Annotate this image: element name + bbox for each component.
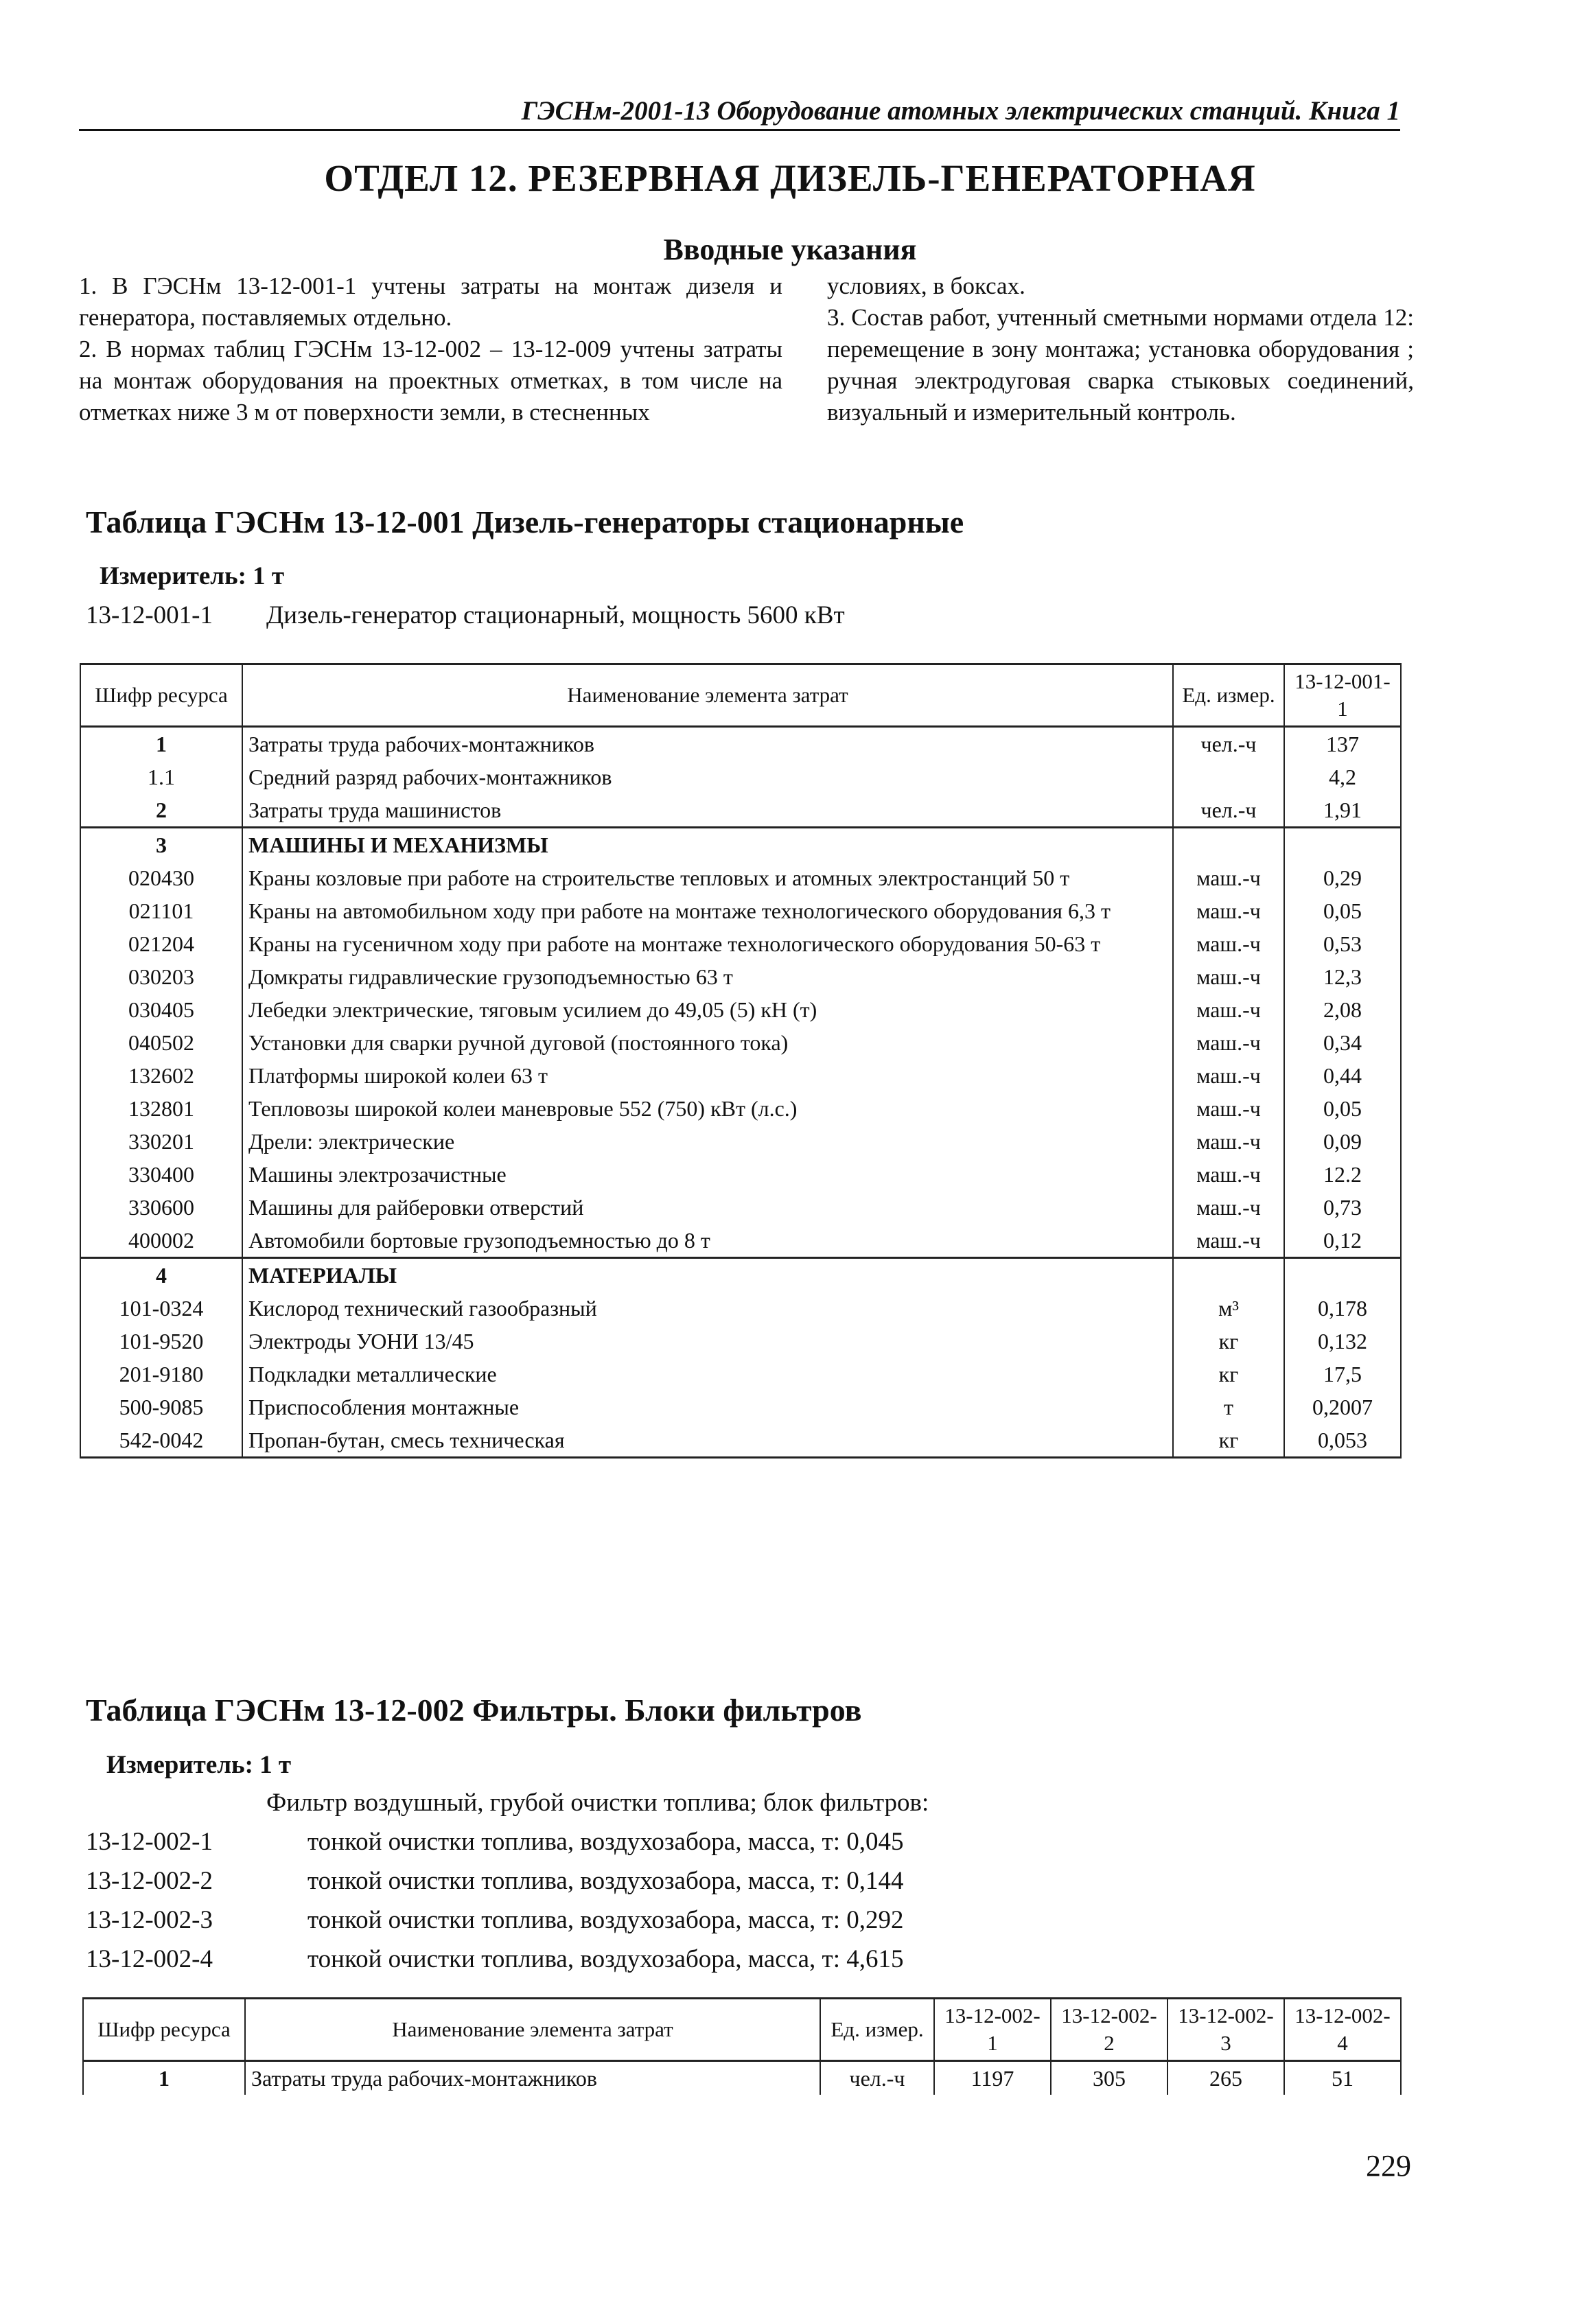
table2-header-name: Наименование элемента затрат [245,1999,820,2061]
table1-row-value: 1,91 [1284,793,1401,828]
intro-title: Вводные указания [663,233,917,266]
table1-row-name: Средний разряд рабочих-монтажников [242,760,1173,793]
table1-row-value: 0,05 [1284,894,1401,927]
table2-header-unit: Ед. измер. [820,1999,934,2061]
table1-norm-code: 13-12-001-1 [86,601,213,629]
table1-row-code: 201-9180 [80,1358,242,1391]
table1-header-unit: Ед. измер. [1173,664,1284,727]
table1-row-unit: маш.-ч [1173,861,1284,894]
section-title: ОТДЕЛ 12. РЕЗЕРВНАЯ ДИЗЕЛЬ-ГЕНЕРАТОРНАЯ [324,157,1256,199]
table1-row-value: 0,44 [1284,1059,1401,1092]
table2-row [83,2061,1401,2095]
table1-row-code: 3 [80,828,242,862]
table2-norm-name: тонкой очистки топлива, воздухозабора, масса, т: 0,045 [307,1828,904,1856]
table1-row-unit: маш.-ч [1173,927,1284,960]
table2-header-col-1: 13-12-002-1 [934,1999,1051,2061]
table1-row [80,1158,1401,1191]
table1-row-unit: маш.-ч [1173,1158,1284,1191]
table1-row-name: Электроды УОНИ 13/45 [242,1325,1173,1358]
table1-row-code: 400002 [80,1224,242,1258]
page-number: 229 [1366,2149,1411,2183]
table1-row-code: 132801 [80,1092,242,1125]
table1-row-unit: кг [1173,1424,1284,1458]
table1-row-value: 0,053 [1284,1424,1401,1458]
table1-row-name: Домкраты гидравлические грузоподъемностью 63 т [242,960,1173,993]
table1-row [80,960,1401,993]
table1-row-value: 0,05 [1284,1092,1401,1125]
table1-row-name: Подкладки металлические [242,1358,1173,1391]
table1-row-code: 4 [80,1258,242,1292]
table2-header-row [83,1999,1401,2061]
table1-row-value: 137 [1284,727,1401,761]
table1-row-unit: маш.-ч [1173,1059,1284,1092]
table1-row [80,1125,1401,1158]
table1-row-name: Установки для сварки ручной дуговой (постоянного тока) [242,1026,1173,1059]
intro-paragraph-2-continued: условиях, в боксах. [827,272,1025,299]
table1-row-unit: маш.-ч [1173,1092,1284,1125]
table1-row-value: 17,5 [1284,1358,1401,1391]
table1-row-code: 101-0324 [80,1292,242,1325]
table1-row [80,1292,1401,1325]
table2-header-col-4: 13-12-002-4 [1284,1999,1401,2061]
table1-row-code: 021101 [80,894,242,927]
table2-row-value-2: 305 [1051,2061,1167,2095]
table1-row [80,828,1401,862]
table1-row-unit: чел.-ч [1173,793,1284,828]
table1-row [80,793,1401,828]
table1-row-name: Пропан-бутан, смесь техническая [242,1424,1173,1458]
table1-row-unit: маш.-ч [1173,993,1284,1026]
table2-norm-name: тонкой очистки топлива, воздухозабора, масса, т: 0,292 [307,1906,904,1934]
table1-row-unit: т [1173,1391,1284,1424]
table2-row-value-3: 265 [1167,2061,1284,2095]
table1-title: Таблица ГЭСНм 13-12-001 Дизель-генераторы стационарные [86,504,964,539]
table1-row-value: 0,12 [1284,1224,1401,1258]
table1-row-value [1284,1258,1401,1292]
table2-norm-code: 13-12-002-1 [86,1828,213,1856]
table2-norm-code: 13-12-002-4 [86,1945,213,1973]
table1-row [80,1092,1401,1125]
table2-row-unit: чел.-ч [820,2061,934,2095]
table1-row-value: 0,53 [1284,927,1401,960]
table1-row-name: МАШИНЫ И МЕХАНИЗМЫ [242,828,1173,862]
table1-row-value: 0,09 [1284,1125,1401,1158]
intro-column-left [79,270,782,428]
table1-row-unit: кг [1173,1325,1284,1358]
table1-row-value: 0,73 [1284,1191,1401,1224]
table1-row-name: Кислород технический газообразный [242,1292,1173,1325]
table1-row-name: МАТЕРИАЛЫ [242,1258,1173,1292]
table1-row-code: 500-9085 [80,1391,242,1424]
table2-meter: Измеритель: 1 т [106,1751,292,1779]
table1-row-name: Тепловозы широкой колеи маневровые 552 (750) кВт (л.с.) [242,1092,1173,1125]
table1-row-code: 542-0042 [80,1424,242,1458]
table1-row-unit [1173,828,1284,862]
table1-row-value: 12,3 [1284,960,1401,993]
table1-row-name: Машины электрозачистные [242,1158,1173,1191]
table1-row-unit [1173,760,1284,793]
table1-header-name: Наименование элемента затрат [242,664,1173,727]
table2-group-name: Фильтр воздушный, грубой очистки топлива; блок фильтров: [266,1789,929,1817]
table2-row-code: 1 [83,2061,245,2095]
table1-row [80,1026,1401,1059]
table2-title: Таблица ГЭСНм 13-12-002 Фильтры. Блоки фильтров [86,1693,862,1728]
running-head: ГЭСНм-2001-13 Оборудование атомных электрических станций. Книга 1 [79,93,1400,131]
table1-row-unit: чел.-ч [1173,727,1284,761]
table1-row-value: 4,2 [1284,760,1401,793]
table1-norm-name: Дизель-генератор стационарный, мощность 5600 кВт [266,601,845,629]
table1-row-name: Дрели: электрические [242,1125,1173,1158]
table1-row-name: Платформы широкой колеи 63 т [242,1059,1173,1092]
table1-row-name: Краны на автомобильном ходу при работе на монтаже технологического оборудования 6,3 т [242,894,1173,927]
table1-row-name: Затраты труда машинистов [242,793,1173,828]
table1-row-unit: маш.-ч [1173,1191,1284,1224]
table1-row-unit: кг [1173,1358,1284,1391]
table1-row-name: Машины для райберовки отверстий [242,1191,1173,1224]
table1-row [80,1059,1401,1092]
table1-row [80,861,1401,894]
table1-row-value [1284,828,1401,862]
table1-row-name: Приспособления монтажные [242,1391,1173,1424]
table1 [80,663,1402,1459]
table1-header-code: Шифр ресурса [80,664,242,727]
table2-header-code: Шифр ресурса [83,1999,245,2061]
table1-meter: Измеритель: 1 т [100,562,285,590]
table1-row [80,1191,1401,1224]
table2-header-col-3: 13-12-002-3 [1167,1999,1284,2061]
table1-row-code: 1 [80,727,242,761]
table1-row-unit [1173,1258,1284,1292]
table1-row-unit: м³ [1173,1292,1284,1325]
table2-row-name: Затраты труда рабочих-монтажников [245,2061,820,2095]
table1-row-code: 330600 [80,1191,242,1224]
table1-row-code: 330201 [80,1125,242,1158]
intro-paragraph-1: 1. В ГЭСНм 13-12-001-1 учтены затраты на монтаж дизеля и генератора, поставляемых отдельно. [79,272,782,331]
table1-header-row [80,664,1401,727]
table1-row-code: 2 [80,793,242,828]
table1-row [80,1258,1401,1292]
intro-paragraph-2: 2. В нормах таблиц ГЭСНм 13-12-002 – 13-12-009 учтены затраты на монтаж оборудования на проектных отметках, в том числе на отметках ниже 3 м от поверхности земли, в стесненных [79,336,782,426]
table2-norm-code: 13-12-002-3 [86,1906,213,1934]
table1-row-name: Краны на гусеничном ходу при работе на монтаже технологического оборудования 50-63 т [242,927,1173,960]
table1-row [80,993,1401,1026]
table1-row-unit: маш.-ч [1173,1026,1284,1059]
table1-row-unit: маш.-ч [1173,960,1284,993]
table1-row-unit: маш.-ч [1173,1224,1284,1258]
table1-row-name: Краны козловые при работе на строительстве тепловых и атомных электростанций 50 т [242,861,1173,894]
intro-column-right [827,270,1414,428]
table1-row-name: Автомобили бортовые грузоподъемностью до 8 т [242,1224,1173,1258]
table1-row-value: 0,29 [1284,861,1401,894]
table1-row-value: 2,08 [1284,993,1401,1026]
table2 [82,1997,1402,2095]
table1-row-name: Лебедки электрические, тяговым усилием до 49,05 (5) кН (т) [242,993,1173,1026]
table1-header-col1: 13-12-001-1 [1284,664,1401,727]
table1-row [80,1325,1401,1358]
table2-norm-name: тонкой очистки топлива, воздухозабора, масса, т: 0,144 [307,1867,904,1895]
table1-row [80,927,1401,960]
table2-header-col-2: 13-12-002-2 [1051,1999,1167,2061]
table1-row-unit: маш.-ч [1173,894,1284,927]
table1-row-value: 0,2007 [1284,1391,1401,1424]
table1-row [80,894,1401,927]
table1-row-name: Затраты труда рабочих-монтажников [242,727,1173,761]
table1-row [80,1358,1401,1391]
table1-row [80,1391,1401,1424]
table1-row-value: 0,132 [1284,1325,1401,1358]
table1-row-code: 101-9520 [80,1325,242,1358]
table2-norm-name: тонкой очистки топлива, воздухозабора, масса, т: 4,615 [307,1945,904,1973]
table2-row-value-1: 1197 [934,2061,1051,2095]
table1-row [80,1424,1401,1458]
table1-row-code: 021204 [80,927,242,960]
table1-row-code: 1.1 [80,760,242,793]
table2-row-value-4: 51 [1284,2061,1401,2095]
table1-row-code: 030405 [80,993,242,1026]
table1-row [80,1224,1401,1258]
table1-row-value: 12.2 [1284,1158,1401,1191]
table1-row-code: 040502 [80,1026,242,1059]
table1-row-code: 330400 [80,1158,242,1191]
table2-norm-code: 13-12-002-2 [86,1867,213,1895]
table1-row-unit: маш.-ч [1173,1125,1284,1158]
table1-row-value: 0,178 [1284,1292,1401,1325]
table1-row-code: 132602 [80,1059,242,1092]
table1-row-code: 030203 [80,960,242,993]
table1-row [80,727,1401,761]
table1-row-value: 0,34 [1284,1026,1401,1059]
intro-paragraph-3: 3. Состав работ, учтенный сметными нормами отдела 12: перемещение в зону монтажа; установка оборудования ; ручная электродуговая сварка стыковых соединений, визуальный и измерительный контроль. [827,304,1414,426]
table1-row-code: 020430 [80,861,242,894]
table1-row [80,760,1401,793]
